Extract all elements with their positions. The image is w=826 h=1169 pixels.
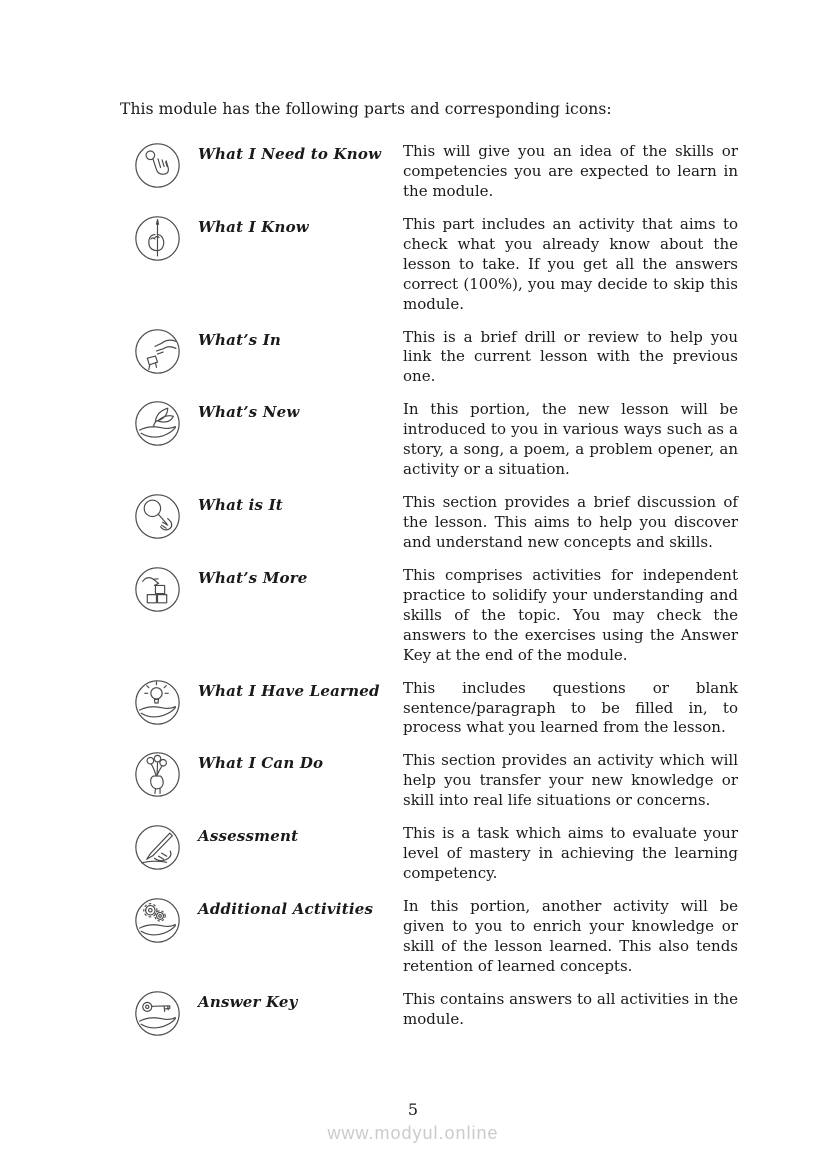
icon-cell: [120, 493, 198, 544]
gears-hand-icon: [134, 897, 181, 944]
module-part-row: [120, 493, 738, 553]
hand-holding-pencil-icon: [134, 215, 181, 262]
icon-cell: [120, 328, 198, 379]
part-label: Assessment: [198, 827, 299, 846]
module-part-row: [120, 897, 738, 977]
part-label: What I Can Do: [198, 754, 324, 773]
hand-reaching-icon: [134, 328, 181, 375]
module-part-row: [120, 566, 738, 666]
icon-cell: [120, 824, 198, 875]
intro-text: This module has the following parts and corresponding icons:: [120, 100, 612, 118]
icon-cell: [120, 751, 198, 802]
part-label: What’s In: [198, 330, 282, 349]
part-label: What’s More: [198, 568, 308, 587]
hand-stacking-blocks-icon: [134, 566, 181, 613]
part-description: This section provides a brief discussion of the lesson. This aims to help you discover and understand new concepts and skills.: [403, 493, 738, 551]
icon-cell: [120, 679, 198, 730]
module-parts-list: [120, 142, 738, 1041]
page-number: 5: [407, 1100, 419, 1119]
part-description: This is a task which aims to evaluate your level of mastery in achieving the learning competency.: [403, 824, 738, 883]
magnifying-glass-icon: [134, 493, 181, 540]
icon-cell: [120, 566, 198, 617]
pointing-hand-icon: [134, 142, 181, 189]
part-description: This comprises activities for independent practice to solidify your understanding and skills of the topic. You may check the answers to the exercises using the Answer Key at the end of the module.: [403, 565, 738, 664]
key-hand-icon: [134, 990, 181, 1037]
icon-cell: [120, 142, 198, 193]
part-label: What’s New: [198, 403, 300, 422]
part-description: This section provides an activity which will help you transfer your new knowledge or skill into real life situations or concerns.: [403, 751, 738, 810]
part-label: What I Know: [198, 217, 309, 236]
part-description: This contains answers to all activities in the module.: [403, 989, 738, 1028]
module-part-row: [120, 142, 738, 202]
module-part-row: [120, 751, 738, 811]
document-page: [120, 100, 738, 1054]
part-description: This will give you an idea of the skills or competencies you are expected to learn in the module.: [403, 142, 738, 200]
lightbulb-hand-icon: [134, 679, 181, 726]
part-label: Answer Key: [198, 992, 298, 1011]
icon-cell: [120, 897, 198, 948]
module-part-row: [120, 679, 738, 739]
part-description: This is a brief drill or review to help you link the current lesson with the previous one.: [403, 327, 738, 386]
hand-sprout-icon: [134, 400, 181, 447]
part-description: In this portion, the new lesson will be introduced to you in various ways such as a story, a song, a poem, a problem opener, an activity or a situation.: [403, 400, 738, 479]
module-part-row: [120, 824, 738, 884]
icon-cell: [120, 400, 198, 451]
module-part-row: [120, 215, 738, 315]
icon-cell: [120, 990, 198, 1041]
part-description: This includes questions or blank sentence/paragraph to be filled in, to process what you learned from the lesson.: [403, 678, 738, 737]
module-part-row: [120, 328, 738, 388]
watermark: www.modyul.online: [327, 1123, 499, 1143]
part-label: What I Need to Know: [198, 145, 382, 163]
icon-cell: [120, 215, 198, 266]
part-label: Additional Activities: [198, 900, 374, 918]
hand-writing-icon: [134, 824, 181, 871]
part-label: What I Have Learned: [198, 681, 380, 700]
module-part-row: [120, 400, 738, 480]
hand-flowers-icon: [134, 751, 181, 798]
module-part-row: [120, 990, 738, 1041]
part-label: What is It: [198, 496, 283, 515]
part-description: This part includes an activity that aims to check what you already know about the lesson to take. If you get all the answers correct (100%), you may decide to skip this module.: [403, 214, 738, 313]
part-description: In this portion, another activity will be given to you to enrich your knowledge or skill of the lesson learned. This also tends retention of learned concepts.: [403, 897, 738, 975]
